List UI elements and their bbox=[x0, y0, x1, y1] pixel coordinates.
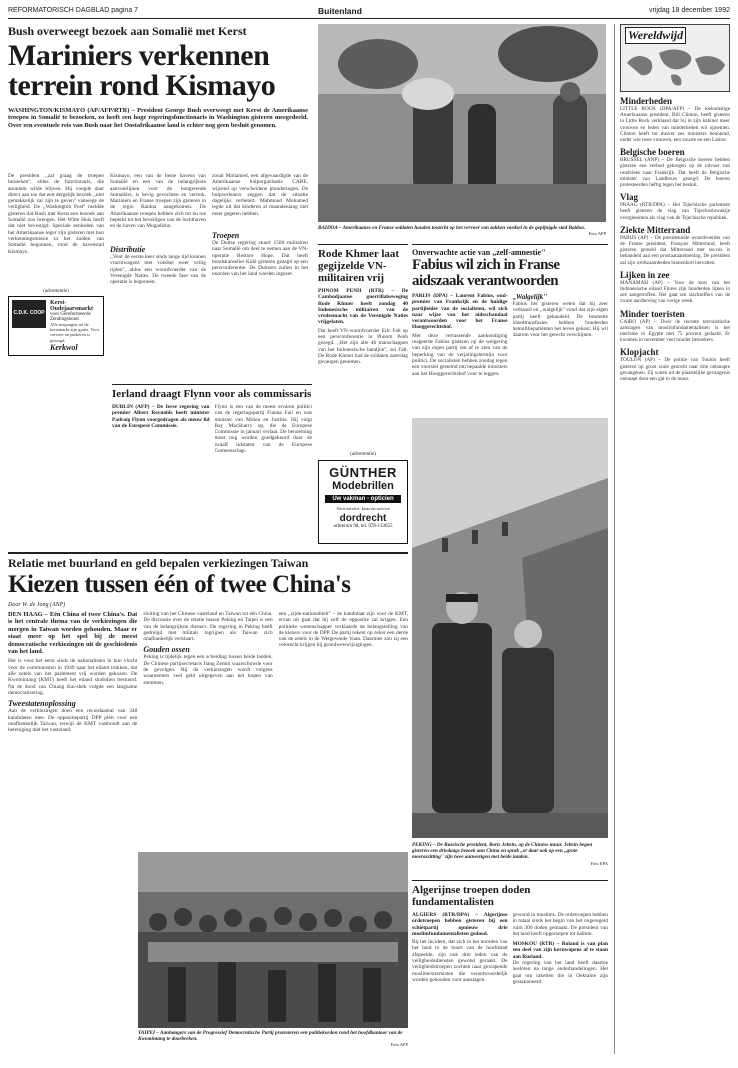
baidoa-photo-image bbox=[318, 24, 606, 222]
baidoa-caption bbox=[318, 225, 606, 237]
algerije-text: Bij het incident, dat zich in het noorden van het land in de buurt van de hoofdstad afspeelde, zijn ook drie leden van de veiligheidsdiensten gewond geraakt. De veiligheidstroepen zochten naar gewapende moslimextremisten die verantwoordelijk worden gehouden voor aanslagen. bbox=[412, 939, 508, 983]
gunther-services-2: Voor service, keus en service bbox=[336, 506, 390, 511]
taiwan-col2b: Peking is tijdelijk tegen een scheiding tussen beide landen. De Chinese partijsecretaris Jiang Zemin waarschuwde voor de gevolgen. Bij de verkiezingen wordt volgens waarnemers veel geld uitgegeven aan het kopen van stemmen. bbox=[143, 654, 273, 686]
crosshead-walgelijk: ,,Walgelijk'' bbox=[512, 293, 547, 301]
fabius-headline-1: Fabius wil zich in Franse bbox=[412, 257, 560, 273]
baidoa-photo bbox=[318, 24, 606, 222]
fabius-text2: Fabius liet gisteren weten dat hij zeer verbaasd en ,,walgelijk'' vond dat zijn eigen partij heeft gehandeld. De besmette bloedtransfusies hebben honderden hemofiliepatiënten het leven gekost. Hij wil daarom voor het gerecht verschijnen. bbox=[512, 301, 608, 339]
ierland-article bbox=[112, 384, 312, 544]
somalia-col3: zonal Mohamed, een afgevaardigde van de Amerikaanse hulporganisatie CARE, wijzend op verscheidene plunderingen. De hulpverleners zeggen dat de situatie dagelijks verbetert. Mahmoud Mohamed legde uit dat kinderen al maandenlang niet meer gegeten hebben. bbox=[212, 173, 308, 217]
cdk-title: Kerst- Oudejaarsmarkt bbox=[50, 300, 93, 312]
sidebar-items bbox=[620, 92, 730, 1042]
sidebar-item-heading: Vlag bbox=[620, 192, 638, 203]
somalia-headline-2: terrein rond Kismayo bbox=[8, 69, 276, 102]
somalia-article bbox=[8, 24, 308, 380]
somalia-col3b: De Duitse regering stuurt 1500 militairen naar Somalië om deel te nemen aan de VN-operatie Restore Hope. Dat heeft bondskanselier Kohl gisteren gezegd op een persconferentie. De Duitsers zullen in het noorden van het land worden ingezet. bbox=[212, 240, 308, 278]
taiwan-headline: Kiezen tussen één of twee China's bbox=[8, 571, 351, 598]
masthead bbox=[8, 5, 730, 19]
crosshead-distributie: Distributie bbox=[110, 245, 146, 254]
taipei-credit: Foto AFP bbox=[390, 1042, 408, 1048]
somalia-lead: WASHINGTON/KISMAYO (AP/AFP/RTR) – President George Bush overweegt met Kerst de Amerikaanse troepen in Somalië te bezoeken, zo heeft een hoge regeringsfunctionaris in Washington gisteren meegedeeld. Over een eventuele reis van Bush naar het Oostafrikaanse land is echter nog geen besluit genomen. bbox=[8, 107, 308, 129]
ierland-headline: Ierland draagt Flynn voor als commissaris bbox=[112, 388, 312, 400]
sidebar-item-text: PARIJS (AP) – De presidentiële woordvoerder van de Franse president, François Mitterrand, heeft gisteren gemeld dat Mitterrand met succes is behandeld aan een prostaataandoening. De president zal zijn werkzaamheden binnenkort hervatten. bbox=[620, 234, 730, 266]
ierland-text: Flynn is een van de meest ervaren politici van de regeringspartij Fianna Fail en was minister van Milieu en Justitie. Hij volgt Ray MacSharry op, die de Europese Commissie in januari verlaat. De benoeming moet nog worden goedgekeurd door de twaalf lidstaten van de Europese Gemeenschap. bbox=[214, 404, 312, 455]
sidebar-item-text: MANAMAH (AP) – Voor de kust van het Indonesische eiland Flores zijn honderden lijken in zee aangetroffen. Het gaat om slachtoffers van de zware aardbeving van vorige week. bbox=[620, 279, 730, 305]
peking-caption bbox=[412, 842, 608, 867]
cdk-logo: C.D.K. COOP bbox=[12, 300, 46, 328]
taipei-caption bbox=[138, 1030, 408, 1049]
rode-khmer-text: Dat heeft VN-woordvoerder Eric Falt op een persconferentie in Phnom Penh gezegd. ,,Het zijn alle 46 manschappen van het Indonesische bataljon'', zei Falt. De Rode Khmer had de soldaten zaterdag gevangen genomen. bbox=[318, 327, 408, 366]
sidebar-item-text: PRAAG (RTR/DPA) – Het Tsjechische parlement heeft gisteren de vlag van Tsjechoslowakije overgenomen als vlag van de Tsjechische republiek. bbox=[620, 202, 730, 221]
cdk-brand: Kerkwol bbox=[50, 342, 78, 352]
fabius-lead: PARIJS (DPA) – Laurent Fabius, oud-premier van Frankrijk en de huidige partijleider van de socialisten, wil zich naar wijze van het aidsschandaal verantwoorden voor het Franse Hooggerechtshof. bbox=[412, 293, 508, 331]
gunther-location: dordrecht bbox=[339, 513, 387, 524]
taiwan-col3: een ,,zijde-nationaliteit'' – de kandidaat zijn voor de KMT, ervan uit gaat dat hij zelf de oppositie zal krijgen. Een politieke wetenschapper verklaarde de belangstelling van de kiezers voor de DPP. De partij rekent op zeker een derde van de zetels in de Wetgevende Yuan. Daarmee zou zij een vetorecht krijgen bij grondwetswijzigingen. bbox=[278, 611, 408, 649]
moskou-lead: MOSKOU (RTR) – Roland is van plan een deel van zijn kernwapens af te staan aan Rusland. bbox=[512, 941, 608, 960]
sidebar-item-heading: Klopjacht bbox=[620, 347, 659, 358]
peking-photo-image bbox=[412, 418, 608, 838]
taipei-photo-image bbox=[138, 852, 408, 1028]
ierland-lead: DUBLIN (AFP) – De Ierse regering van premier Albert Reynolds heeft minister Padraig Flynn voorgedragen als nieuw lid van de Europese Commissie. bbox=[112, 404, 210, 429]
taiwan-rule bbox=[8, 552, 408, 554]
sidebar-item-heading: Minder toeristen bbox=[620, 308, 685, 319]
taiwan-col2: sluiting van het Chinese vasteland en Taiwan tot één China. De discussie over de relatie tussen Peking en Taipei is een van de belangrijkste thema's. De regering in Peking heeft gedreigd met militair ingrijpen als Taiwan zich onafhankelijk verklaart. bbox=[143, 611, 273, 643]
crosshead-gouden-ossen: Gouden ossen bbox=[143, 645, 190, 655]
peking-caption-text: PEKING – De Russische president, Boris Jeltsin, op de Chinese muur. Jeltsin begon gisteren een driedaags bezoek aan China en sprak ,,er daar ook op een ,,grote moeraszitting'' zijn twee aanwezigen met beide landen. bbox=[412, 842, 593, 861]
taipei-photo bbox=[138, 852, 408, 1028]
issue-date: vrijdag 18 december 1992 bbox=[649, 7, 730, 14]
rode-khmer-lead: PHNOM PENH (RTR) – De Cambodjaanse guerrillabeweging Rode Khmer heeft zondag 40 Indonesische militairen van de vredesmacht van de Verenigde Naties vrijgelaten. bbox=[318, 288, 408, 326]
peking-photo bbox=[412, 418, 608, 838]
gunther-brand: GÜNTHER bbox=[329, 465, 397, 480]
advertentie-label: (advertentie) bbox=[43, 289, 69, 294]
sidebar-item-heading: Belgische boeren bbox=[620, 147, 685, 158]
sidebar-item-heading: Lijken in zee bbox=[620, 269, 670, 280]
gunther-advertisement bbox=[318, 460, 408, 544]
sidebar-item-text: BRUSSEL (ANP) – De Belgische boeren hebben gisteren een verbod gekregen op de uitvoer van rundvlees naar Frankrijk. Dat heeft de Belgische minister van Landbouw gezegd. De boeren protesteerden heftig tegen het besluit. bbox=[620, 157, 730, 189]
cdk-text: Alle toegangen tot de kerstmarkt zijn gratis. Voor vervoer en parkeren is gezorgd. bbox=[50, 322, 100, 343]
somalia-headline-1: Mariniers verkennen bbox=[8, 39, 270, 72]
baidoa-credit: Foto AFP bbox=[588, 231, 606, 237]
cdk-sub: voor Gereformeerde Zendingsbond bbox=[50, 312, 91, 322]
rode-khmer-headline: Rode Khmer laat gegijzelde VN-militairen vrij bbox=[318, 248, 400, 284]
taiwan-byline: Door W. de Jong (ANP) bbox=[8, 602, 66, 608]
paper-name: REFORMATORISCH DAGBLAD pagina 7 bbox=[8, 7, 139, 14]
wereldwijd-banner bbox=[620, 24, 730, 92]
fabius-article bbox=[412, 244, 608, 414]
fabius-text: Met deze verrassende aankondiging reageerde Fabius gisteren op de weigering van zijn eigen partij om af te zien van de beperking van de verjaringstermijn voor politici. De socialisten hebben zondag tegen een voorstel gestemd om bepaalde ministers aan het Hooggerechtshof voor te leggen. bbox=[412, 332, 508, 377]
taiwan-kicker: Relatie met buurland en geld bepalen verkiezingen Taiwan bbox=[8, 556, 309, 570]
gunther-address: achterom 98, tel. 078-133655 bbox=[333, 524, 393, 529]
wereldwijd-title: Wereldwijd bbox=[625, 27, 686, 44]
section-title: Buitenland bbox=[318, 6, 362, 16]
somalia-col1: De president ,,zal graag de troepen bezoeken'', aldus de functionaris, die anoniem wilde blijven. Hij voegde daar direct aan toe dat een dergelijk bezoek ,,niet gemakkelijk zal zijn te geven'' vanwege de veiligheid. De ,,Washington Post'' meldde gisteren dat Bush met Kerst een bezoek aan Somalië zou brengen. Het Witte Huis heeft dat niet bevestigd. Speciale eenheden van het Amerikaanse leger zijn gisteren met hun verkenningsmissie in het zuiden van Somalië begonnen, rond de havenstad Kismayo. bbox=[8, 173, 104, 255]
crosshead-tweestaten: Tweestatenoplossing bbox=[8, 699, 76, 709]
crosshead-troepen: Troepen bbox=[212, 231, 240, 240]
cdk-advertisement bbox=[8, 296, 104, 356]
fabius-headline-2: aidszaak verantwoorden bbox=[412, 273, 559, 289]
taiwan-col1: Het is voor het eerst sinds de nationalisten in hun vlucht voor de communisten in 1949 naar het eiland trokken, dat alle zetels van het parlement vrij worden gekozen. De Kwomintang (KMT) heeft het eiland sindsdien bestuurd. Na de dood van Chiang Kai-shek volgde een langzame democratisering. bbox=[8, 658, 138, 696]
sidebar-item-heading: Minderheden bbox=[620, 96, 673, 106]
algerije-lead: ALGIERS (RTR/DPA) – Algerijnse ordetroepen hebben gisteren bij een schietpartij opnieuw drie moslimfundamentalisten gedood. bbox=[412, 912, 508, 937]
taipei-caption-text: TAIPEI – Aanhangers van de Progressief Democratische Partij protesteren een politiekordon rond het hoofdkantoor van de Kwomintang te doorbreken. bbox=[138, 1030, 403, 1043]
gunther-tagline: Modebrillen bbox=[332, 480, 394, 492]
rode-khmer-article bbox=[318, 244, 408, 454]
wereldwijd-sidebar bbox=[614, 24, 730, 1054]
fabius-kicker: Onverwachte actie van ,,zelf-amnestie'' bbox=[412, 248, 546, 257]
algerije-col2: gewond in moslims. De ordetroepen hebben in totaal sinds het begin van het ongeregeld ruim 300 doden gemaakt. De president van het land heeft opgeroepen tot kalmte. bbox=[512, 912, 608, 937]
somalia-col2: Kismayo, een van de beste havens van Somalië en een van de belangrijkste aanvoerlijnen voor de hongerende Somaliërs, is hevig gevochten en vertrok. Mariniers en Franse troepen zijn gisteren in de regio Baidoa aangekomen. De Amerikaanse troepen hebben zich tot nu toe beperkt tot het beveiligen van de luchthaven en de haven van Mogadishu. bbox=[110, 173, 206, 230]
somalia-col2b: ,,Voor de eerste keer sinds lange tijd kunnen vrachtwagens met voedsel weer veilig rijden'', aldus een woordvoerder van de Verenigde Naties. De tweede fase van de operatie is begonnen. bbox=[110, 254, 206, 286]
taiwan-col1b: Aan de verkiezingen doen een recordaantal van 348 kandidaten mee. De oppositiepartij DPP pleit voor een onafhankelijk Taiwan, terwijl de KMT vasthoudt aan de hereniging met het vasteland. bbox=[8, 708, 138, 734]
algerije-article bbox=[412, 880, 608, 1052]
gunther-services: Uw vakman - opticien bbox=[325, 495, 401, 503]
baidoa-caption-text: BAIDOA – Amerikaanse en Franse soldaten houden toezicht op het vervoer van zakken voedsel in de gepijnigde stad Baidoa. bbox=[318, 225, 586, 231]
sidebar-item-text: LITTLE ROCK (DPA/AFP) – De toekomstige Amerikaanse president, Bill Clinton, heeft gisteren in Little Rock verklaard dat hij in zijn kabinet meer vrouwen en leden van minderheden wil opnemen. Clinton heeft tot dusver zes ministers benoemd, onder wie twee vrouwen, een zwarte en een Latino. bbox=[620, 106, 730, 144]
moskou-text: De regering van het land heeft daartoe besloten na lange onderhandelingen. Het gaat om raketten die in Oekraïne zijn gestationeerd. bbox=[512, 960, 608, 985]
sidebar-item-heading: Ziekte Mitterrand bbox=[620, 224, 691, 235]
gunther-advertentie-label: (advertentie) bbox=[350, 452, 376, 457]
peking-credit: Foto EPA bbox=[590, 860, 608, 866]
sidebar-item-text: CAIRO (AP) – Door de recente terroristische aanslagen van moslimfundamentalisten is het toerisme in Egypte met 75 procent gedaald. Er kwamen in november veel minder bezoekers. bbox=[620, 318, 730, 344]
somalia-kicker: Bush overweegt bezoek aan Somalië met Kerst bbox=[8, 24, 247, 38]
taiwan-lead: DEN HAAG – Eén China of twee China's. Dat is het centrale thema van de verkiezingen die morgen in Taiwan worden gehouden. Maar er staat meer op het spel bij de meest democratische verkiezingen uit de geschiedenis van het land. bbox=[8, 611, 138, 656]
algerije-headline: Algerijnse troepen doden fundamentalisten bbox=[412, 884, 531, 908]
sidebar-item-text: TOULON (AP) – De politie van Toulon heeft gisteren op groot scale gezocht naar drie ontsnapte gevangenen. Zij waren uit de plaatselijke gevangenis ontsnapt door een gat in de muur. bbox=[620, 357, 730, 383]
